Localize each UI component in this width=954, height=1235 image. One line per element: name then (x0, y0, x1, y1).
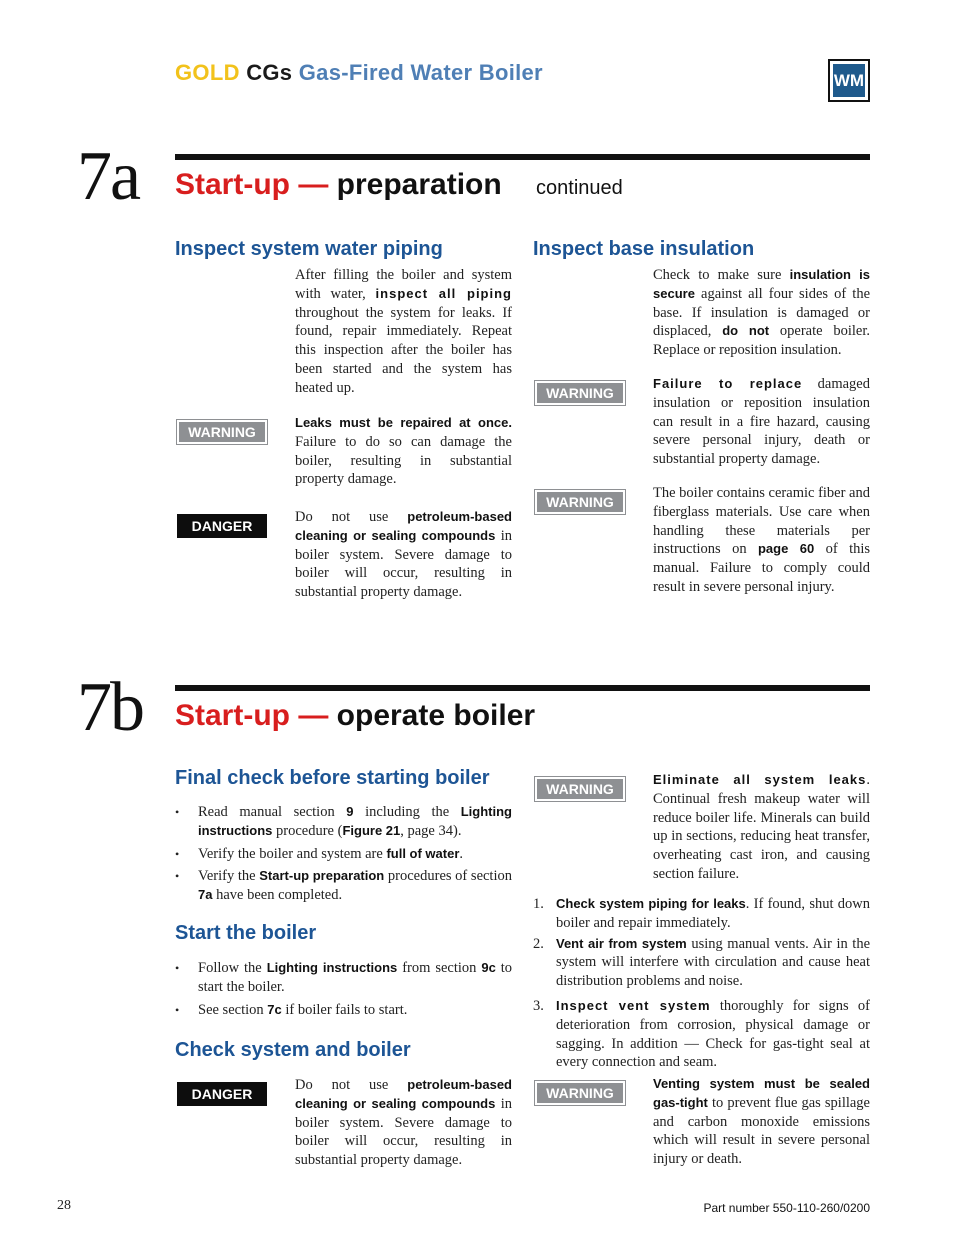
operate-steps-list (533, 895, 870, 1072)
section-7b-title (175, 699, 535, 733)
insulation-warning-text: Failure to replace damaged insulation or reposition insulation can result in a fire hazard, causing severe personal injury, death or substantial property damage. (653, 376, 870, 468)
header-cgs: CGs (246, 60, 293, 85)
section-7b-rule (175, 685, 870, 691)
heading-check-system: Check system and boiler (175, 1039, 411, 1061)
leaks-warning-text: Eliminate all system leaks. Continual fresh makeup water will reduce boiler life. Minerals can build up in sections, reducing heat transfer, overheating cast iron, and causing section failure. (653, 772, 870, 882)
warning-badge: WARNING (177, 420, 267, 444)
check-danger-text: Do not use petroleum-based cleaning or sealing compounds in boiler system. Severe damage to boiler will occur, resulting in substantial property damage. (295, 1077, 512, 1169)
header-product: Gas-Fired Water Boiler (298, 60, 543, 85)
warning-badge: WARNING (535, 381, 625, 405)
piping-paragraph: After filling the boiler and system with water, inspect all piping throughout the system for leaks. If found, repair immediately. Repeat this inspection after the boiler has been started and the system has heated up. (295, 267, 512, 396)
section-7b-title-red: Start-up — (175, 699, 329, 732)
warning-badge: WARNING (535, 490, 625, 514)
part-number: Part number 550-110-260/0200 (703, 1201, 870, 1215)
list-item: • Read manual section 9 including the Lighting instructions procedure (Figure 21, page 34). (175, 803, 512, 841)
list-item: • Verify the Start-up preparation procedures of section 7a have been completed. (175, 867, 512, 905)
heading-inspect-piping: Inspect system water piping (175, 238, 443, 260)
document-header (175, 60, 543, 86)
list-item: • See section 7c if boiler fails to start. (175, 1001, 512, 1020)
warning-badge: WARNING (535, 1081, 625, 1105)
list-item: 2. Vent air from system using manual vents. Air in the system will interfere with circulation and cause heat distribution problems and noise. (533, 935, 871, 990)
piping-warning-text: Leaks must be repaired at once. Failure to do so can damage the boiler, resulting in substantial property damage. (295, 415, 512, 488)
heading-inspect-insulation: Inspect base insulation (533, 238, 755, 260)
header-gold: GOLD (175, 60, 240, 85)
section-7a-rule (175, 154, 870, 160)
section-7b-number: 7b (77, 669, 143, 746)
venting-warning-text: Venting system must be sealed gas-tight to prevent flue gas spillage and carbon monoxide emissions which will result in severe personal injury or death. (653, 1076, 870, 1168)
final-check-list (175, 803, 512, 905)
section-7a-continued: continued (536, 177, 623, 199)
ceramic-fiber-warning-text: The boiler contains ceramic fiber and fiberglass materials. Use care when handling these materials per instructions on page 60 of this manual. Failure to comply could result in severe personal injury. (653, 485, 871, 595)
section-7a-title-red: Start-up — (175, 168, 329, 201)
brand-logo (828, 59, 870, 102)
list-item: 3. Inspect vent system thoroughly for signs of deterioration from corrosion, physical damage or sagging. In addition — Check for gas-tight seal at every connection and seam. (533, 997, 871, 1071)
list-item: • Follow the Lighting instructions from section 9c to start the boiler. (175, 959, 512, 997)
page-number: 28 (57, 1198, 71, 1213)
list-item: • Verify the boiler and system are full of water. (175, 845, 512, 864)
brand-logo-mark: WM (833, 64, 865, 97)
heading-start-boiler: Start the boiler (175, 922, 317, 944)
insulation-paragraph: Check to make sure insulation is secure against all four sides of the base. If insulation is damaged or displaced, do not operate boiler. Replace or reposition insulation. (653, 267, 871, 359)
section-7a-title-dark: preparation (336, 168, 502, 201)
heading-final-check: Final check before starting boiler (175, 767, 490, 789)
danger-badge: DANGER (177, 514, 267, 538)
warning-badge: WARNING (535, 777, 625, 801)
danger-badge: DANGER (177, 1082, 267, 1106)
start-boiler-list (175, 959, 512, 1019)
section-7b-title-dark: operate boiler (336, 699, 536, 732)
section-7a-number: 7a (77, 138, 140, 215)
section-7a-title (175, 168, 623, 202)
piping-danger-text: Do not use petroleum-based cleaning or sealing compounds in boiler system. Severe damage to boiler will occur, resulting in substantial property damage. (295, 509, 512, 601)
list-item: 1. Check system piping for leaks. If found, shut down boiler and repair immediately. (533, 896, 870, 931)
